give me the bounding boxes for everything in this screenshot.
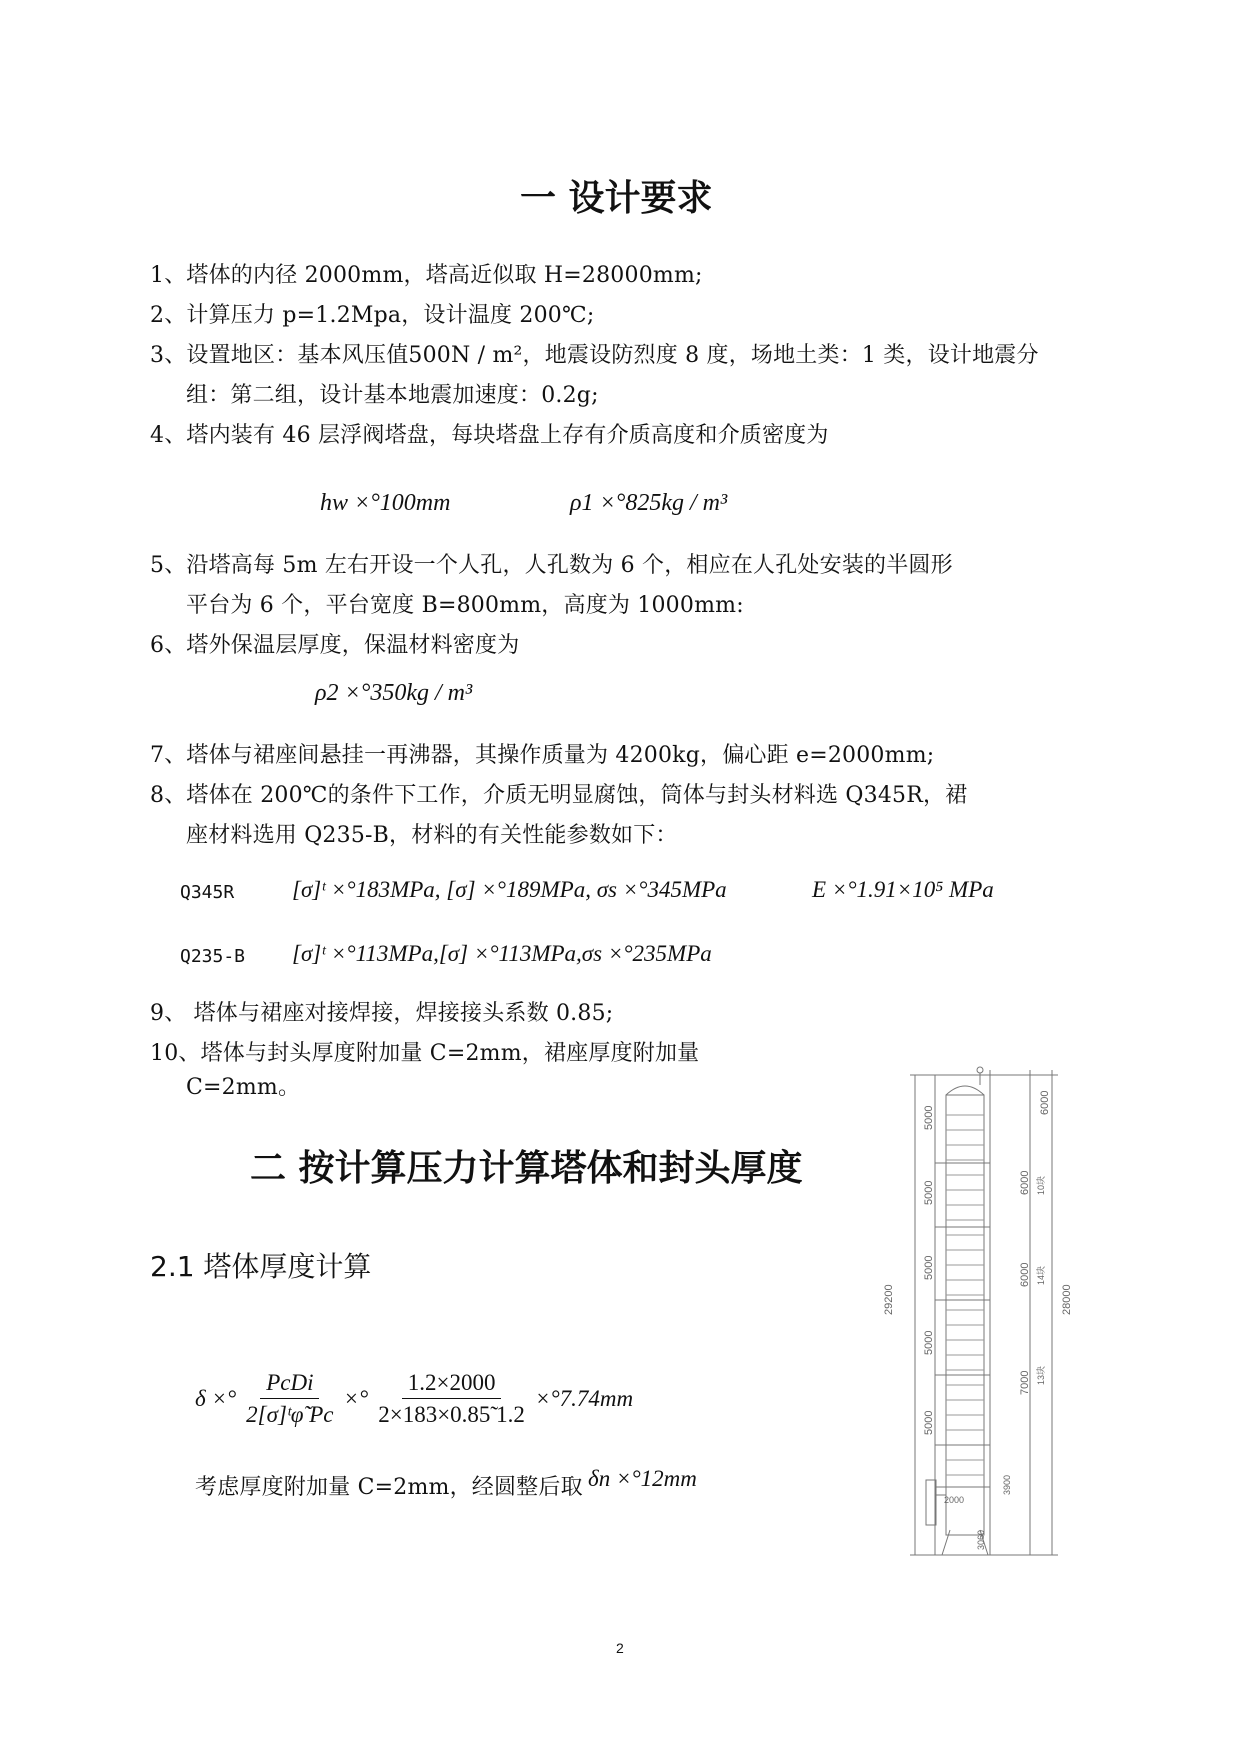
req-item-5-cont: 平台为 6 个，平台宽度 B=800mm，高度为 1000mm: <box>186 593 744 618</box>
dim-left-3: 5000 <box>923 1255 935 1280</box>
material-q345r-modulus: E ×°1.91×10⁵ MPa <box>812 877 994 902</box>
tray-count-2: 14块 <box>1036 1265 1046 1285</box>
material-q345r-label: Q345R <box>180 882 235 903</box>
dim-right-4: 7000 <box>1019 1370 1031 1395</box>
material-q235b-label: Q235-B <box>180 946 246 967</box>
formula-lhs: δ ×° <box>195 1386 237 1411</box>
dim-left-1: 5000 <box>923 1105 935 1130</box>
formula-mid: ×° <box>343 1386 369 1411</box>
formula-fraction-1 <box>240 1370 339 1428</box>
section-2-1-title: 2.1 塔体厚度计算 <box>150 1250 372 1283</box>
dim-total-left: 29200 <box>883 1284 895 1315</box>
tray-count-3: 13块 <box>1036 1365 1046 1385</box>
section-2-title: 二 按计算压力计算塔体和封头厚度 <box>250 1148 803 1189</box>
dim-right-2: 6000 <box>1019 1170 1031 1195</box>
formula-rho1: ρ1 ×°825kg / m³ <box>570 490 728 516</box>
req-item-8-cont: 座材料选用 Q235-B，材料的有关性能参数如下： <box>186 823 678 848</box>
formula-result: ×°7.74mm <box>534 1386 634 1411</box>
formula-fraction-2-den: 2×183×0.85̃ 1.2 <box>378 1402 525 1427</box>
req-item-4: 4、塔内装有 46 层浮阀塔盘，每块塔盘上存有介质高度和介质密度为 <box>150 423 829 448</box>
req-item-10-cont: C=2mm。 <box>186 1075 301 1100</box>
formula-fraction-1-num: PcDi <box>260 1370 319 1399</box>
dim-reboiler: 2000 <box>944 1495 965 1505</box>
formula-hw: hw ×°100mm <box>320 490 451 516</box>
req-item-6: 6、塔外保温层厚度，保温材料密度为 <box>150 633 520 658</box>
dim-right-3: 6000 <box>1019 1262 1031 1287</box>
section-1-title: 一 设计要求 <box>520 178 713 219</box>
req-item-7: 7、塔体与裙座间悬挂一再沸器，其操作质量为 4200kg，偏心距 e=2000mm; <box>150 743 935 768</box>
tower-drawing <box>880 1055 1080 1575</box>
dim-total-right: 28000 <box>1061 1284 1073 1315</box>
req-item-9: 9、 塔体与裙座对接焊接，焊接接头系数 0.85; <box>150 1001 614 1026</box>
dim-skirt: 3060 <box>976 1529 986 1550</box>
tray-count-1: 10块 <box>1036 1175 1046 1195</box>
dim-left-2: 5000 <box>923 1180 935 1205</box>
formula-fraction-2-num: 1.2×2000 <box>402 1370 502 1399</box>
dim-left-5: 5000 <box>923 1410 935 1435</box>
dim-left-4: 5000 <box>923 1330 935 1355</box>
req-item-2: 2、计算压力 p=1.2Mpa，设计温度 200℃; <box>150 303 595 328</box>
formula-rho2: ρ2 ×°350kg / m³ <box>315 680 473 706</box>
req-item-8: 8、塔体在 200℃的条件下工作，介质无明显腐蚀，筒体与封头材料选 Q345R，裙 <box>150 783 968 808</box>
req-item-10: 10、塔体与封头厚度附加量 C=2mm，裙座厚度附加量 <box>150 1041 700 1066</box>
formula-fraction-1-den: 2[σ]ᵗφ̃ Pc <box>246 1402 334 1427</box>
material-q345r-props: [σ]ᵗ ×°183MPa, [σ] ×°189MPa, σs ×°345MPa <box>292 877 727 902</box>
req-item-5: 5、沿塔高每 5m 左右开设一个人孔，人孔数为 6 个，相应在人孔处安装的半圆形 <box>150 553 953 578</box>
req-item-1: 1、塔体的内径 2000mm，塔高近似取 H=28000mm; <box>150 263 703 288</box>
thickness-note-math: δn ×°12mm <box>588 1466 697 1491</box>
req-item-3: 3、设置地区：基本风压值500N / m²，地震设防烈度 8 度，场地土类：1 类，设计地震分 <box>150 343 1039 368</box>
thickness-formula <box>195 1370 633 1428</box>
formula-fraction-2 <box>372 1370 531 1428</box>
page-number: 2 <box>616 1640 624 1656</box>
thickness-note: 考虑厚度附加量 C=2mm，经圆整后取 <box>195 1475 583 1500</box>
dim-right-1: 6000 <box>1039 1090 1051 1115</box>
dim-bottom: 3900 <box>1002 1474 1012 1495</box>
req-item-3-cont: 组：第二组，设计基本地震加速度：0.2g; <box>186 383 599 408</box>
material-q235b-props: [σ]ᵗ ×°113MPa,[σ] ×°113MPa,σs ×°235MPa <box>292 941 712 966</box>
